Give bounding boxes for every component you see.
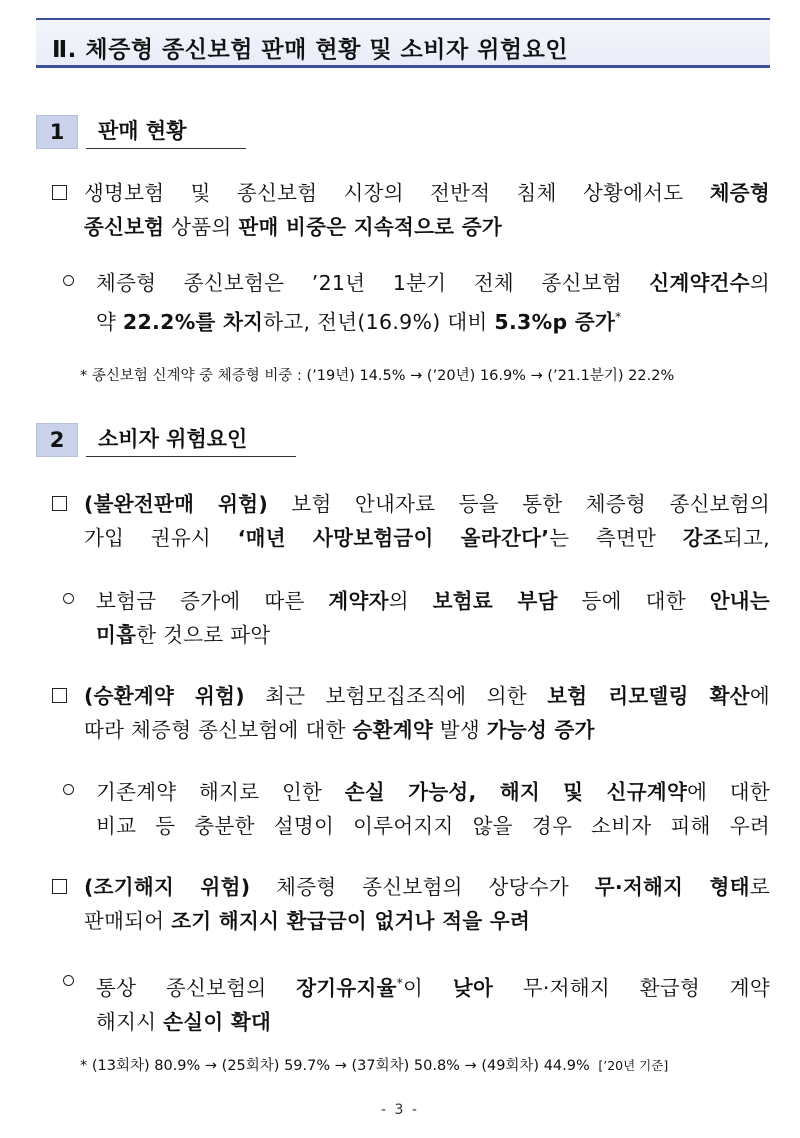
s2-paragraph-4: 기존계약 해지로 인한 손실 가능성, 해지 및 신규계약에 대한 비교 등 충분한 설명이 이루어지지 않을 경우 소비자 피해 우려 bbox=[96, 780, 770, 838]
checkbox-bullet-icon bbox=[52, 496, 67, 511]
checkbox-bullet-icon bbox=[52, 879, 67, 894]
s2-paragraph-3: (승환계약 위험) 최근 보험모집조직에 의한 보험 리모델링 확산에 따라 체증형 종신보험에 대한 승환계약 발생 가능성 증가 bbox=[84, 684, 770, 742]
checkbox-bullet-icon bbox=[52, 185, 67, 200]
page-title: Ⅱ. 체증형 종신보험 판매 현황 및 소비자 위험요인 bbox=[52, 37, 569, 63]
s2-paragraph-2: 보험금 증가에 따른 계약자의 보험료 부담 등에 대한 안내는 미흡한 것으로 파악 bbox=[96, 589, 770, 647]
s1-paragraph-2: 체증형 종신보험은 ’21년 1분기 전체 종신보험 신계약건수의 약 22.2%를 차지하고, 전년(16.9%) 대비 5.3%p 증가* bbox=[96, 271, 770, 334]
s2-paragraph-6: 통상 종신보험의 장기유지율*이 낮아 무·저해지 환급형 계약 해지시 손실이 확대 bbox=[96, 975, 771, 1034]
s2-footnote-tag: [’20년 기준] bbox=[598, 1058, 669, 1073]
circle-bullet-icon bbox=[63, 975, 74, 986]
circle-bullet-icon bbox=[63, 275, 74, 286]
circle-bullet-icon bbox=[63, 784, 74, 795]
page-number: - 3 - bbox=[381, 1102, 419, 1118]
s1-paragraph-1: 생명보험 및 종신보험 시장의 전반적 침체 상황에서도 체증형 종신보험 상품의 판매 비중은 지속적으로 증가 bbox=[84, 181, 770, 239]
circle-bullet-icon bbox=[63, 593, 74, 604]
page-title-bar bbox=[36, 18, 770, 68]
s2-paragraph-1: (불완전판매 위험) 보험 안내자료 등을 통한 체증형 종신보험의 가입 권유시 ‘매년 사망보험금이 올라간다’는 측면만 강조되고, bbox=[84, 492, 770, 550]
section-title: 소비자 위험요인 bbox=[86, 423, 296, 457]
s1-footnote: * 종신보험 신계약 중 체증형 비중 : (’19년) 14.5% → (’20년) 16.9% → (’21.1분기) 22.2% bbox=[80, 368, 675, 384]
section-number: 2 bbox=[36, 423, 78, 457]
section-number: 1 bbox=[36, 115, 78, 149]
s2-footnote bbox=[80, 1054, 668, 1075]
checkbox-bullet-icon bbox=[52, 688, 67, 703]
s2-paragraph-5: (조기해지 위험) 체증형 종신보험의 상당수가 무·저해지 형태로 판매되어 조기 해지시 환급금이 없거나 적을 우려 bbox=[84, 875, 770, 933]
s2-footnote-text: * (13회차) 80.9% → (25회차) 59.7% → (37회차) 50.8% → (49회차) 44.9% bbox=[80, 1058, 590, 1074]
section-title: 판매 현황 bbox=[86, 115, 246, 149]
